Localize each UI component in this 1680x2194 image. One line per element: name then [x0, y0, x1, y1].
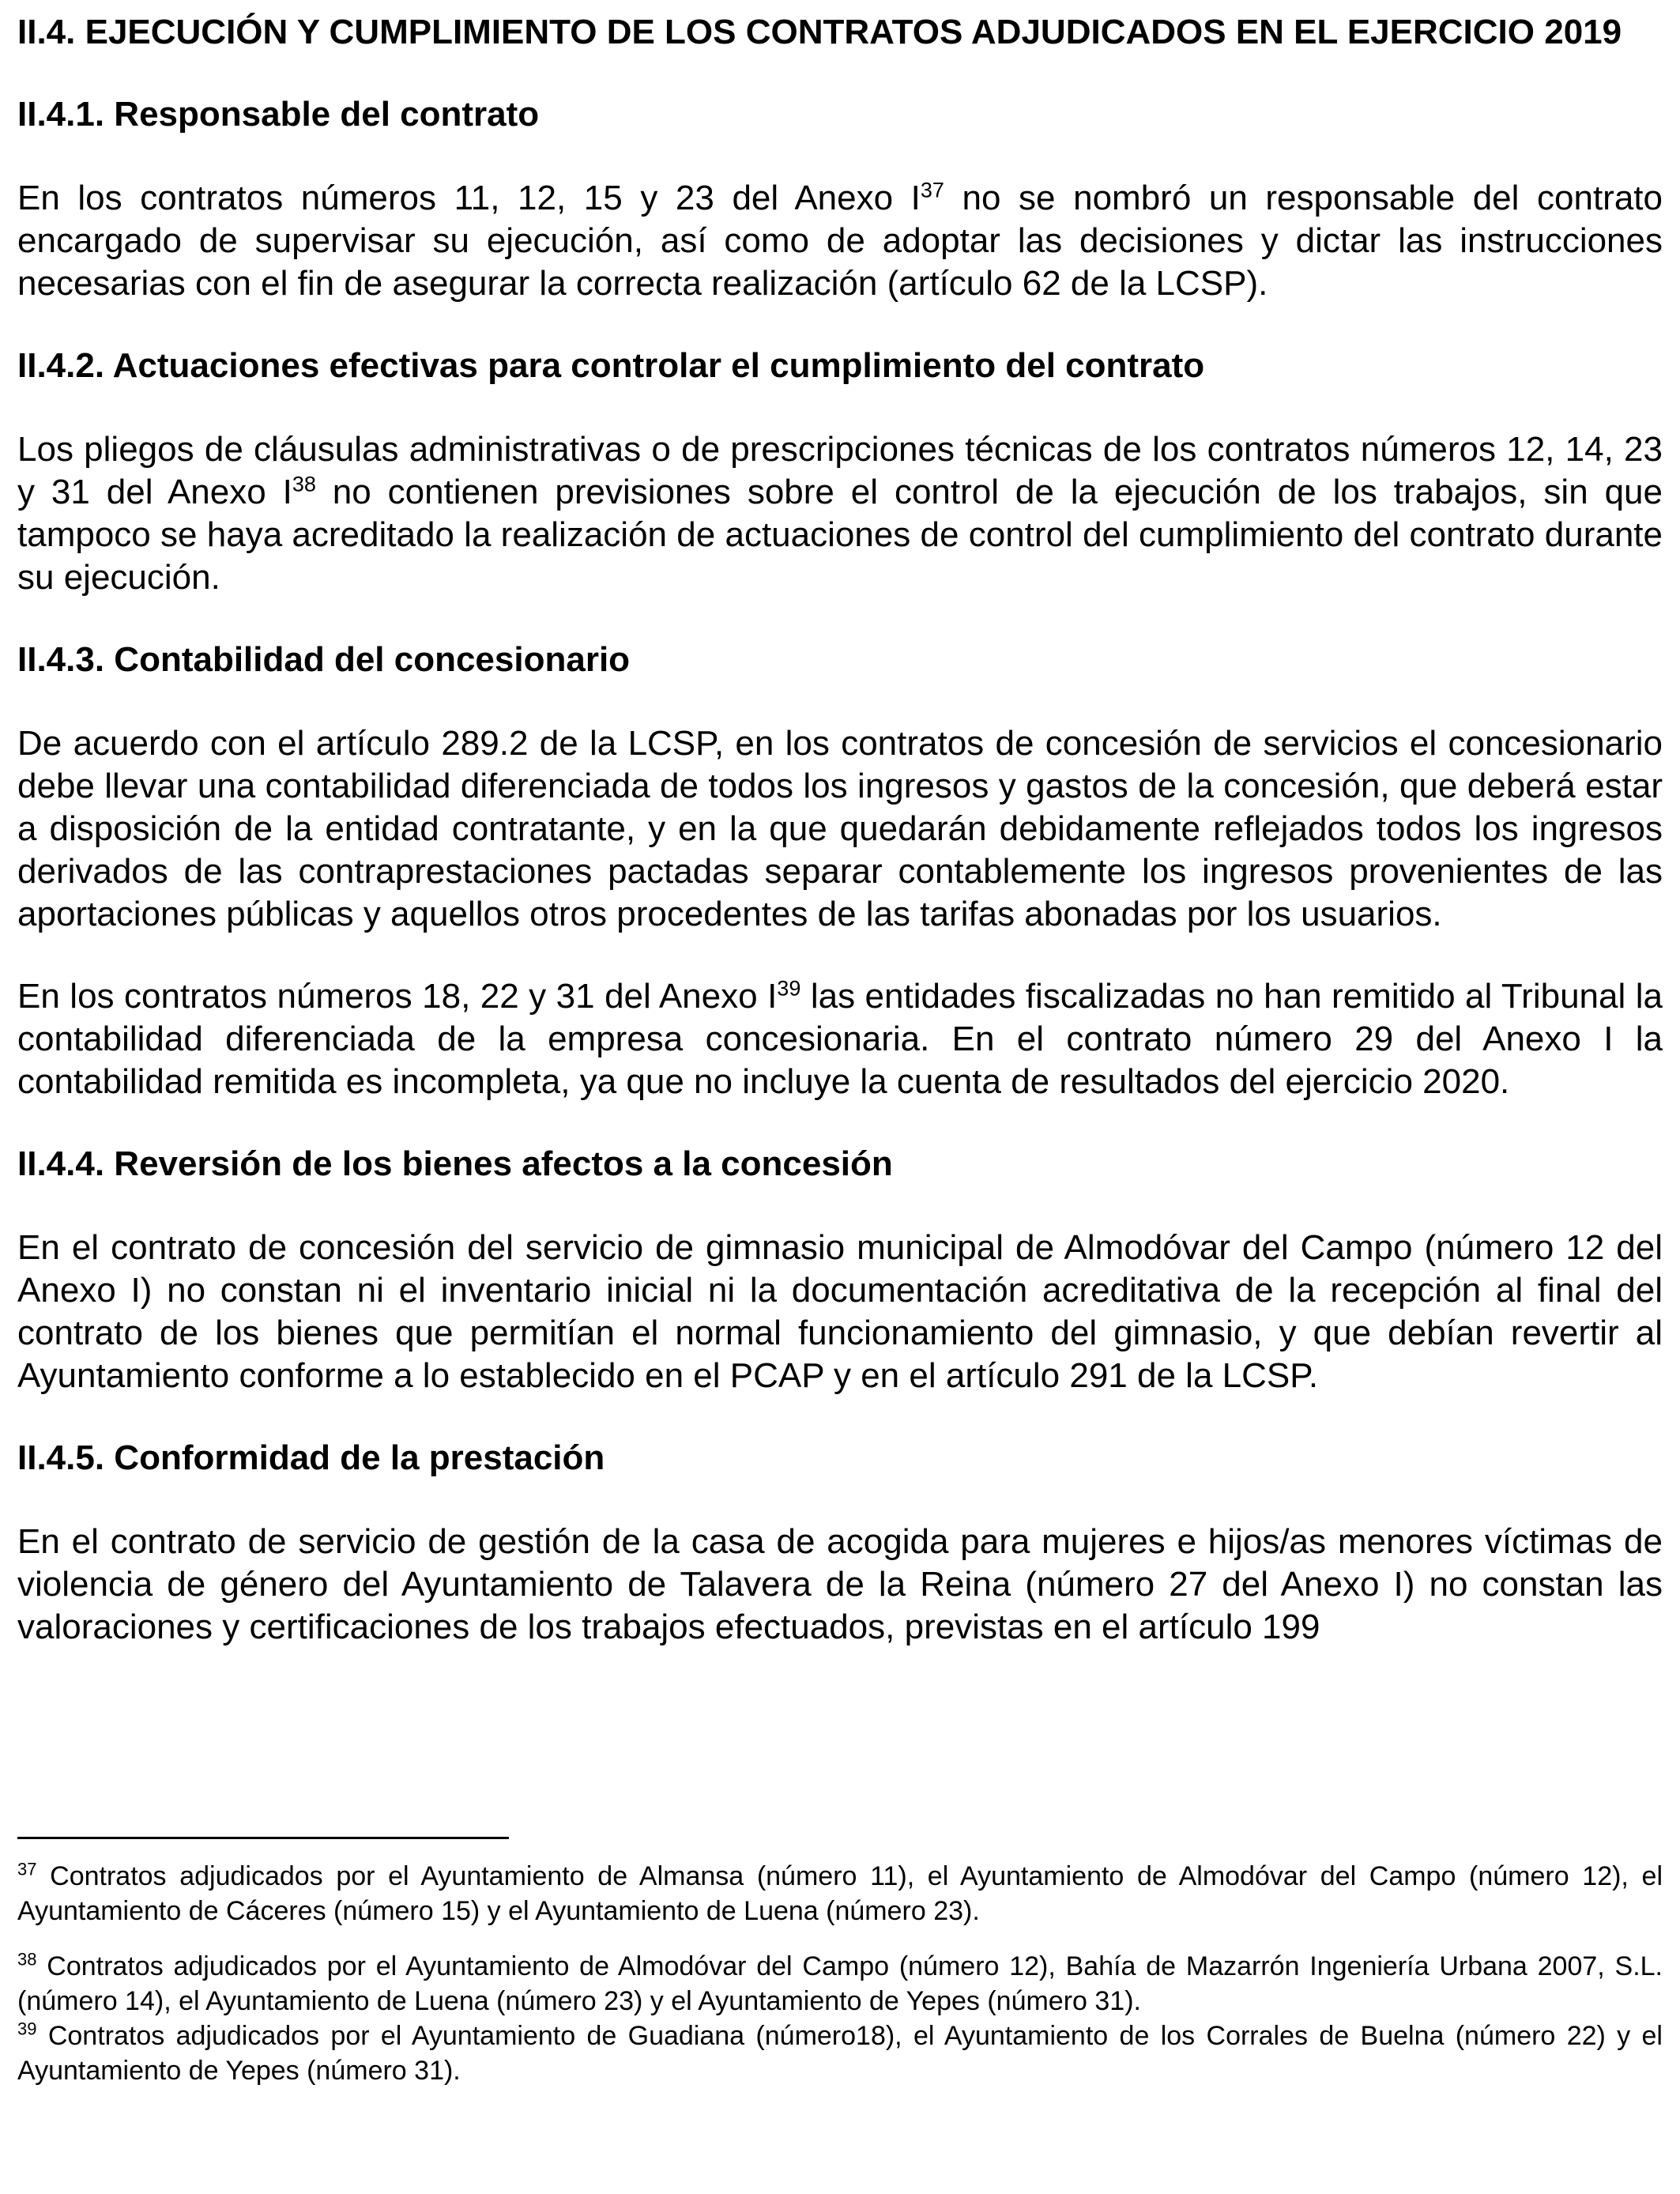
footnote-37 — [17, 1859, 1663, 1928]
footnote-text: Contratos adjudicados por el Ayuntamiento de Guadiana (número18), el Ayuntamiento de los Corrales de Buelna (número 22) y el Ayuntamiento de Yepes (número 31). — [17, 2021, 1663, 2086]
paragraph-text: no contienen previsiones sobre el control de la ejecución de los trabajos, sin que tampoco se haya acreditado la realización de actuaciones de control del cumplimiento del contrato durante su ejecución. — [17, 473, 1663, 597]
footnote-39 — [17, 2019, 1663, 2088]
paragraph-contabilidad-2 — [17, 975, 1663, 1103]
section-heading-reversion: II.4.4. Reversión de los bienes afectos a la concesión — [17, 1144, 893, 1183]
paragraph-contabilidad-1: De acuerdo con el artículo 289.2 de la LCSP, en los contratos de concesión de servicios el concesionario debe llevar una contabilidad diferenciada de todos los ingresos y gastos de la concesión, que deberá estar a disposición de la entidad contratante, y en la que quedarán debidamente reflejados todos los ingresos derivados de las contraprestaciones pactadas separar contablemente los ingresos provenientes de las aportaciones públicas y aquellos otros procedentes de las tarifas abonadas por los usuarios. — [17, 724, 1663, 933]
footnote-number: 37 — [17, 1859, 37, 1879]
paragraph-conformidad: En el contrato de servicio de gestión de la casa de acogida para mujeres e hijos/as menores víctimas de violencia de género del Ayuntamiento de Talavera de la Reina (número 27 del Anexo I) no constan las valoraciones y certificaciones de los trabajos efectuados, previstas en el artículo 199 — [17, 1522, 1663, 1646]
section-heading-conformidad: II.4.5. Conformidad de la prestación — [17, 1438, 605, 1477]
paragraph-text: las entidades fiscalizadas no han remitido al Tribunal la contabilidad diferenciada de la empresa concesionaria. En el contrato número 29 del Anexo I la contabilidad remitida es incompleta, ya que no incluye la cuenta de resultados del ejercicio 2020. — [17, 977, 1663, 1101]
footnotes — [17, 1859, 1663, 2088]
paragraph-text: En los contratos números 11, 12, 15 y 23 del Anexo I — [17, 179, 921, 217]
section-heading-responsable: II.4.1. Responsable del contrato — [17, 95, 540, 134]
document-page — [17, 0, 1663, 1649]
footnote-ref-39[interactable]: 39 — [777, 976, 801, 1001]
page-title: II.4. EJECUCIÓN Y CUMPLIMIENTO DE LOS CONTRATOS ADJUDICADOS EN EL EJERCICIO 2019 — [17, 13, 1622, 51]
footnote-number: 38 — [17, 1949, 37, 1970]
paragraph-responsable — [17, 177, 1663, 305]
footnote-number: 39 — [17, 2019, 37, 2039]
paragraph-actuaciones — [17, 428, 1663, 599]
paragraph-text: En los contratos números 18, 22 y 31 del Anexo I — [17, 977, 778, 1016]
footnote-ref-37[interactable]: 37 — [920, 178, 944, 202]
footnote-ref-38[interactable]: 38 — [292, 472, 316, 496]
footnote-separator — [17, 1837, 509, 1839]
footnote-text: Contratos adjudicados por el Ayuntamiento de Almansa (número 11), el Ayuntamiento de Almodóvar del Campo (número 12), el Ayuntamiento de Cáceres (número 15) y el Ayuntamiento de Luena (número 23). — [17, 1861, 1663, 1926]
paragraph-text: no se nombró un responsable del contrato encargado de supervisar su ejecución, así como de adoptar las decisiones y dictar las instrucciones necesarias con el fin de asegurar la correcta realización (artículo 62 de la LCSP). — [17, 179, 1663, 303]
paragraph-text: Los pliegos de cláusulas administrativas o de prescripciones técnicas de los contratos números 12, 14, 23 y 31 del Anexo I — [17, 430, 1663, 511]
footnote-text: Contratos adjudicados por el Ayuntamiento de Almodóvar del Campo (número 12), Bahía de Mazarrón Ingeniería Urbana 2007, S.L. (número 14), el Ayuntamiento de Luena (número 23) y el Ayuntamiento de Yepes (número 31). — [17, 1951, 1663, 2016]
section-heading-contabilidad: II.4.3. Contabilidad del concesionario — [17, 640, 631, 679]
section-heading-actuaciones: II.4.2. Actuaciones efectivas para controlar el cumplimiento del contrato — [17, 346, 1205, 385]
footnote-38 — [17, 1949, 1663, 2019]
paragraph-reversion: En el contrato de concesión del servicio de gimnasio municipal de Almodóvar del Campo (número 12 del Anexo I) no constan ni el inventario inicial ni la documentación acreditativa de la recepción al final del contrato de los bienes que permitían el normal funcionamiento del gimnasio, y que debían revertir al Ayuntamiento conforme a lo establecido en el PCAP y en el artículo 291 de la LCSP. — [17, 1228, 1663, 1395]
